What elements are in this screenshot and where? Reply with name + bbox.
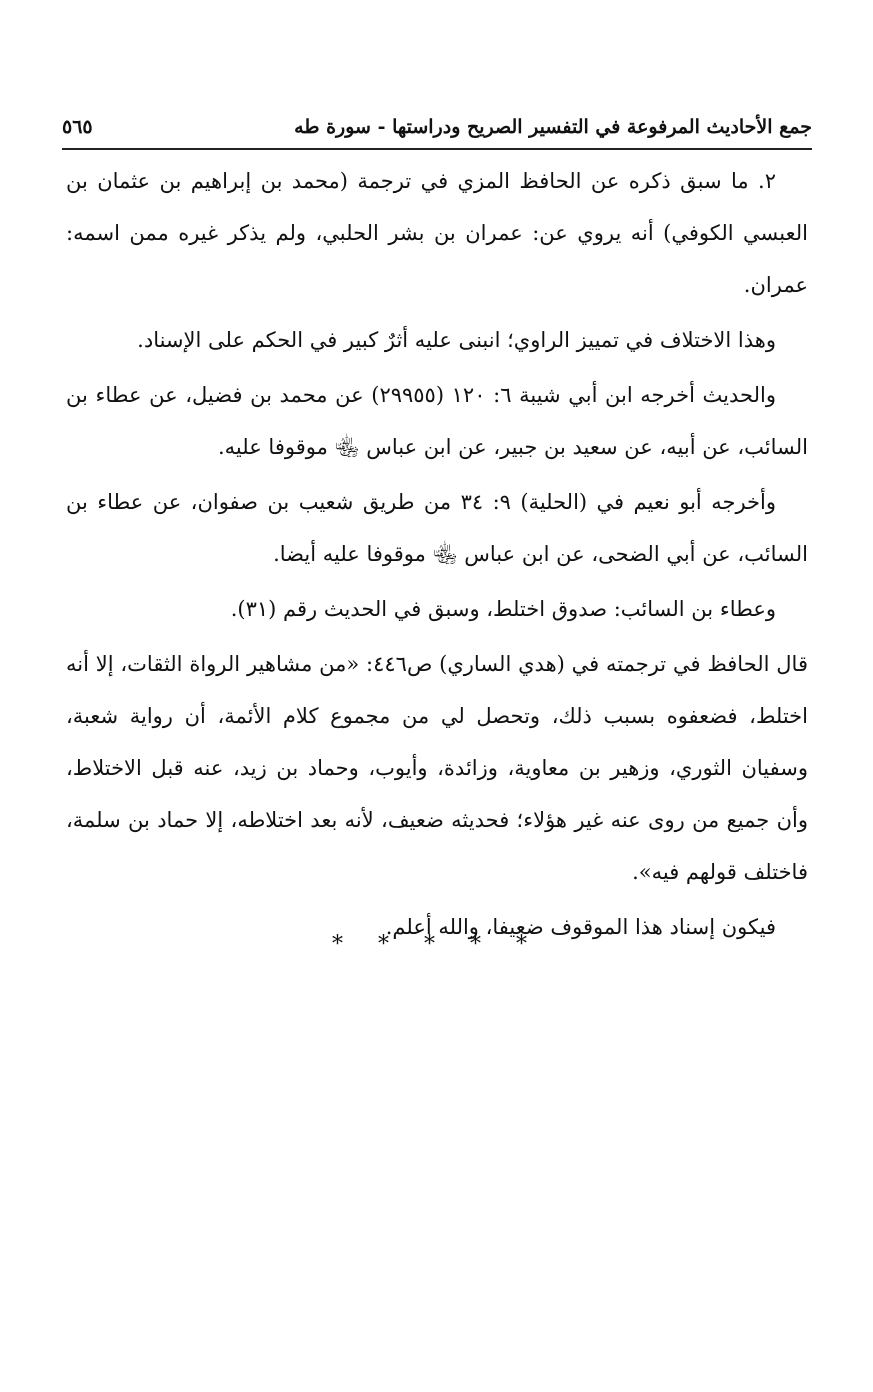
- header-title: جمع الأحاديث المرفوعة في التفسير الصريح ودراستها - سورة طه: [294, 116, 812, 138]
- paragraph-2: وهذا الاختلاف في تمييز الراوي؛ انبنى عليه أثرٌ كبير في الحكم على الإسناد.: [137, 328, 776, 352]
- page-number: ٥٦٥: [62, 116, 93, 138]
- paragraph-6: قال الحافظ في ترجمته في (هدي الساري) ص٤٤٦: «من مشاهير الرواة الثقات، إلا أنه اختلط، فضعفوه بسبب ذلك، وتحصل لي من مجموع كلام الأئمة، أن رواية شعبة، وسفيان الثوري، وزهير بن معاوية، وزائدة، وأيوب، وحماد بن زيد، عنه قبل الاختلاط، وأن جميع من روى عنه غير هؤلاء؛ فحديثه ضعيف، لأنه بعد اختلاطه، إلا حماد بن سلمة، فاختلف قولهم فيه».: [66, 652, 808, 884]
- running-header: [62, 112, 812, 150]
- section-separator: * * * * *: [332, 932, 541, 957]
- body-text: [66, 155, 808, 956]
- paragraph-1: ٢. ما سبق ذكره عن الحافظ المزي في ترجمة (محمد بن إبراهيم بن عثمان بن العبسي الكوفي) أنه يروي عن: عمران بن بشر الحلبي، ولم يذكر غيره ممن اسمه: عمران.: [66, 169, 808, 297]
- paragraph-3: والحديث أخرجه ابن أبي شيبة ٦: ١٢٠ (٢٩٩٥٥) عن محمد بن فضيل، عن عطاء بن السائب، عن أبيه، عن سعيد بن جبير، عن ابن عباس ﵄ موقوفا عليه.: [66, 383, 808, 459]
- paragraph-7: فيكون إسناد هذا الموقوف ضعيفا، والله أعلم.: [385, 915, 776, 939]
- paragraph-5: وعطاء بن السائب: صدوق اختلط، وسبق في الحديث رقم (٣١).: [230, 597, 776, 621]
- paragraph-4: وأخرجه أبو نعيم في (الحلية) ٩: ٣٤ من طريق شعيب بن صفوان، عن عطاء بن السائب، عن أبي الضحى، عن ابن عباس ﵄ موقوفا عليه أيضا.: [66, 490, 808, 566]
